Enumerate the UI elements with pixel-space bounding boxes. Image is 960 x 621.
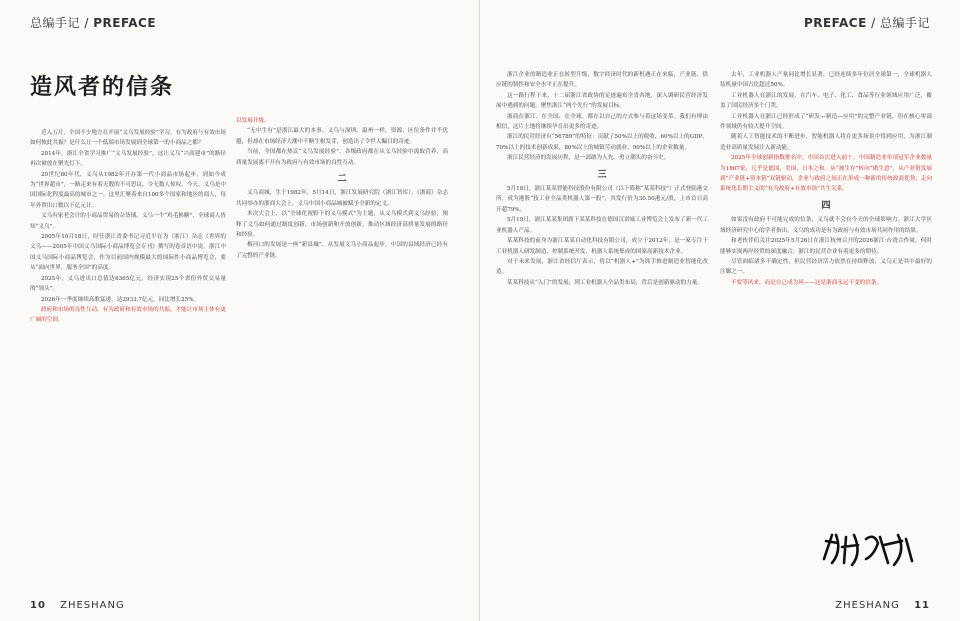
- highlight-paragraph: 政府和市场的良性互动，有为政府和有效市场的共振，才能让市场主体有更广阔的空间。: [30, 306, 226, 324]
- paragraph: 浙江的民营经济有“56789”的特征：贡献了50%以上的税收，60%以上的GDP，70%以上的技术创新成果，80%以上的城镇劳动就业，90%以上的企业数量。: [496, 134, 708, 151]
- section-number: 四: [821, 200, 831, 211]
- signature-image: [818, 529, 918, 569]
- paragraph: 浙江民营经济的发展历程，是一部敢为人先、勇立潮头的奋斗史。: [507, 155, 670, 162]
- magazine-name: ZHESHANG: [835, 600, 900, 611]
- paragraph: 2014年，浙江全省学习推广“义乌发展经验”，这让义乌“兴商建市”的路径再次被放在聚光灯下。: [30, 150, 226, 168]
- highlight-paragraph: 2025年全球创新指数排名中，中国首次进入前十。中国制造业单项冠军企业数量为1867家，几乎是德国、美国、日本之和。从“被生存”转向“做生意”，从产业链发展到“产业链+资本链”双链驱动，企业与政府之间正在形成一种新的传统政商优势，走向系统化长期主义的“有为政府+有效市场”共生关系。: [720, 155, 932, 193]
- column-1: [30, 128, 226, 588]
- paragraph: 工业机器人在浙江的发展，在汽车、电子、化工、食品等行业领域应用广泛，覆盖了国民经济多个门类。: [720, 92, 932, 110]
- paragraph: 去年，工业机器人产量同比增长显著，已经连续多年位居全球第一，全球机器人装机量中国占比超过50%。: [720, 72, 932, 89]
- paragraph: 本次大会上，以“全球化视野下的义乌模式”为主题，从义乌模式到义乌经验，阐释了义乌如何通过制度创新、市场创新和开放创新，推动区域经济高质量发展的路径和经验。: [236, 211, 448, 239]
- header-en: PREFACE: [803, 16, 867, 30]
- paragraph: 如果没有政府不可能完成的信条，义乌就不会有今天的全球影响力。浙江大学区域经济研究中心的学者指出，义乌的成功是有为政府与有效市场共同作用的结果。: [720, 217, 932, 234]
- right-header: [804, 14, 930, 31]
- paragraph: 2005年10月18日，时任浙江省委书记习近平在为（浙江）杂志《世界的义乌——2005年中国义乌国际小商品博览会专刊》撰写的卷首语中说，浙江中国义乌国际小商品博览会，作为目前国内规模最大的国际性小商品博览会，要从“面向世界，服务全国”的高度。: [30, 234, 226, 272]
- paragraph: “无中生有”是浙江最大的本事。义乌与深圳、温州一样，资源、区位条件并不优越，但却在市场经济大潮中不断生根发芽，创造出了令世人瞩目的奇迹。: [236, 128, 448, 145]
- header-label: 总编手记: [30, 16, 81, 30]
- paragraph: 某某科技的前身为浙江某某自动化科技有限公司，成立于2012年，是一家专注于工业机器人研发制造、控制系统开发、机器人系统集成的国家高新技术企业。: [496, 238, 708, 255]
- column-4: [720, 70, 932, 530]
- paragraph: 5月19日，浙江某某集团旗下某某科技在德国汉诺威工业博览会上发布了新一代工业机器人产品。: [496, 217, 708, 234]
- header-label: 总编手记: [879, 16, 930, 30]
- paragraph: 梅河口的发展是一座“新县城”，从发展义乌小商品起步，中国的县域经济已经有了完整的产业链。: [236, 242, 448, 259]
- paragraph: 尽管面临诸多不确定性，但民营经济活力依然在持续释放，义乌正是其中最好的注脚之一。: [720, 258, 932, 276]
- header-en: PREFACE: [93, 16, 157, 30]
- paragraph: 当前，全国都在热议“义乌发展经验”。各级政府都在从义乌经验中汲取营养，高质量发展离不开有为政府与有效市场的良性互动。: [236, 149, 448, 166]
- page-number: 10: [30, 600, 46, 611]
- paragraph: 某某科技从“入门”的发展，到工业机器人全品类布局，背后是创新驱动的力量。: [507, 279, 703, 286]
- paragraph: 随着人工智能技术的不断进步，智能机器人将在更多场景中得到应用，为浙江制造业高质量发展注入新动能。: [720, 134, 932, 151]
- header-separator: /: [871, 16, 876, 30]
- paragraph: 5月18日，浙江某某智能科技股份有限公司（以下简称“某某科技”）正式登陆港交所，成为港股“技工业全品类机器人第一股”，其发行价为30.50港元/股，上市首日高开超79%。: [496, 186, 708, 213]
- article-title: 造风者的信条: [30, 74, 175, 100]
- header-separator: /: [84, 16, 89, 30]
- paragraph: 工业机器人在浙江已经形成了“研发—制造—应用”的完整产业链，但在核心零部件领域仍有较大提升空间。: [720, 113, 932, 131]
- column-3: [496, 70, 708, 588]
- paragraph: 义乌有家老会计的小商品贸易的杂货铺。义乌一个“鸡毛换糖”，全球商人皆知“义乌”。: [30, 213, 226, 230]
- magazine-name: ZHESHANG: [60, 600, 125, 611]
- closing-highlight: 不要等风来，而是自己成为风——这是浙商永远不变的信条。: [731, 279, 883, 286]
- paragraph: 和老伙伴们关注2025年5月26日在浙江杭州召开的2026浙江·台湾合作周，何时能够实现两岸经贸的深度融合，浙江的民营企业有着更多的期待。: [720, 238, 932, 255]
- paragraph: 2025年，义乌进出口总值达6365亿元，经济实现25个省份外贸交易量的“领头”。: [30, 275, 226, 293]
- paragraph: 2026年一季度继续高歌猛进，达2933.7亿元，同比增长25%。: [41, 296, 200, 303]
- column-2: [236, 116, 448, 588]
- left-folio: [30, 600, 125, 611]
- paragraph: 浙江企业的制造业正在转型升级，数字经济时代的新机遇正在来临，产业链、供应链的韧性和安全水平正在提升。: [496, 72, 708, 89]
- paragraph: 近入五月，全国不少地方在开展“义乌发展经验”学习。有为政府与有效市场如何彼此共振？是什么让一个低端市场发展到全球第一的小商品之都？: [30, 130, 226, 147]
- section-number: 二: [337, 174, 347, 185]
- right-folio: [835, 600, 930, 611]
- paragraph: 浙商在浙江、在全国、在全球，都在以自己的方式参与着这场变革。我们有理由相信，这片土地将继续孕育出更多的奇迹。: [496, 113, 708, 131]
- left-header: [30, 14, 156, 31]
- paragraph: 义乌商城，生于1982年，5月14日，浙江发展研究院（浙江智库）、《浙商》杂志共同举办的浙商大会上，义乌中国小商品城被赋予全新的定义。: [236, 190, 448, 207]
- paragraph: 这一路行程下来，十二届浙江省政协的足迹遍布全省各地，深入调研民营经济发展中遇到的问题，聚焦浙江“两个先行”的发展目标。: [496, 92, 708, 110]
- paragraph: 20世纪80年代，义乌从1982年开办第一代小商品市场起步，到如今成为“世界超市”，一路走来有着无数的不可思议，令无数人惊叹。今天，义乌是中国国际化程度最高的城市之一，这里汇聚着来自100多个国家和地区的商人，每年外贸出口数以千亿元计。: [30, 171, 226, 209]
- paragraph: 对于未来发展，浙江省经信厅表示，将以“机器人+”为抓手推进制造业智能化改造。: [496, 258, 708, 276]
- page-number: 11: [914, 600, 930, 611]
- section-number: 三: [597, 169, 607, 180]
- highlight-paragraph: 以发展升级。: [236, 118, 270, 124]
- right-page: [480, 0, 960, 621]
